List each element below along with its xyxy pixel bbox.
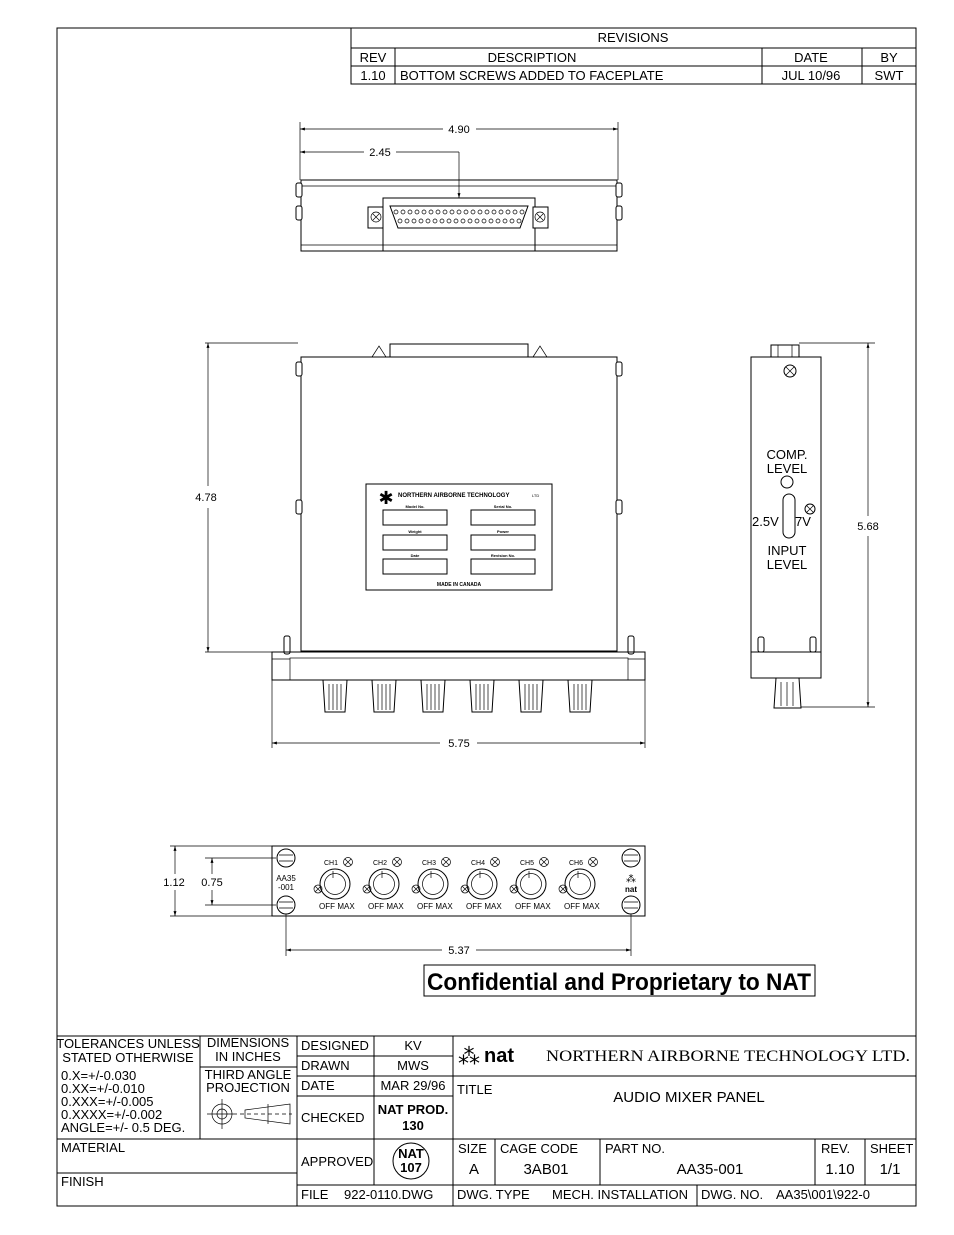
channel-max-label: MAX: [337, 902, 355, 911]
front-knob: [519, 680, 543, 712]
rev-value: 1.10: [825, 1161, 855, 1178]
tolerance-line: 0.X=+/-0.030: [61, 1068, 137, 1083]
designed-value: KV: [404, 1038, 422, 1053]
nameplate-field-label: Serial No.: [493, 504, 513, 509]
drawn-value: MWS: [397, 1058, 429, 1073]
dimensions-in-label: DIMENSIONS: [206, 1035, 290, 1050]
finish-label: FINISH: [61, 1174, 104, 1189]
connector-pin: [478, 210, 482, 214]
channel-max-label: MAX: [484, 902, 502, 911]
dim-side-height: 5.68: [857, 521, 879, 533]
connector-pin: [450, 210, 454, 214]
size-label: SIZE: [458, 1141, 487, 1156]
checked-label: CHECKED: [301, 1110, 365, 1125]
company-logo-icon: ⁂: [458, 1044, 480, 1069]
nameplate-field-label: Weight: [408, 529, 422, 534]
nameplate-logo-icon: ✱: [378, 488, 394, 508]
dwg-no-label: DWG. NO.: [701, 1187, 764, 1202]
connector-pin: [405, 219, 409, 223]
panel-screw-icon: [277, 849, 295, 867]
level-adjust-slot: [783, 494, 795, 538]
dim-front-width: 5.75: [448, 738, 470, 750]
connector-pin: [454, 219, 458, 223]
revision-description-cell: BOTTOM SCREWS ADDED TO FACEPLATE: [400, 68, 664, 83]
part-no-label: PART NO.: [605, 1141, 665, 1156]
channel-control: [363, 858, 404, 912]
nameplate-field-label: Model No.: [405, 504, 425, 509]
connector-pin: [489, 219, 493, 223]
connector-pin: [461, 219, 465, 223]
title-block: [56, 1035, 916, 1206]
dwg-no-value: AA35\001\922-0: [776, 1187, 870, 1202]
side-view: [751, 343, 879, 708]
connector-pin: [457, 210, 461, 214]
projection-label: THIRD ANGLE: [204, 1067, 292, 1082]
rev-column-header: REV: [359, 50, 387, 65]
channel-max-label: MAX: [582, 902, 600, 911]
input-label: INPUT: [767, 543, 807, 558]
channel-control: [510, 858, 551, 912]
nameplate-footer: MADE IN CANADA: [436, 582, 482, 588]
front-panel-view: [163, 846, 645, 957]
channel-control: [559, 858, 600, 912]
connector-pin: [447, 219, 451, 223]
channel-off-label: OFF: [564, 902, 580, 911]
dwg-type-label: DWG. TYPE: [457, 1187, 530, 1202]
cage-code-value: 3AB01: [523, 1161, 569, 1178]
panel-screw-icon: [622, 896, 640, 914]
connector-pin: [394, 210, 398, 214]
front-view: [195, 343, 645, 750]
channel-label: CH6: [568, 860, 584, 867]
channel-max-label: MAX: [435, 902, 453, 911]
input-level-label: LEVEL: [766, 557, 808, 572]
rev-label: REV.: [821, 1141, 851, 1156]
designed-label: DESIGNED: [301, 1038, 369, 1053]
channel-label: CH1: [323, 860, 339, 867]
connector-pin: [510, 219, 514, 223]
projection-label: PROJECTION: [206, 1080, 290, 1095]
channel-label: CH2: [372, 860, 388, 867]
panel-screw-icon: [622, 849, 640, 867]
confidential-notice: Confidential and Proprietary to NAT: [427, 969, 812, 996]
channel-label: CH3: [421, 860, 437, 867]
connector-pin: [433, 219, 437, 223]
level-left-value: 2.5V: [752, 514, 779, 529]
comp-level-label: LEVEL: [766, 461, 808, 476]
panel-part-line-1: AA35: [276, 874, 296, 883]
checked-value: 130: [402, 1118, 424, 1133]
date-column-header: DATE: [794, 50, 828, 65]
comp-label: COMP.: [766, 447, 808, 462]
sheet-label: SHEET: [870, 1141, 914, 1156]
nameplate-field-label: Power: [496, 529, 510, 534]
by-column-header: BY: [880, 50, 898, 65]
company-name: NORTHERN AIRBORNE TECHNOLOGY LTD.: [546, 1048, 910, 1065]
nameplate-company: NORTHERN AIRBORNE TECHNOLOGY: [398, 493, 510, 499]
size-value: A: [468, 1161, 480, 1178]
connector-pin: [506, 210, 510, 214]
dim-panel-width: 5.37: [448, 945, 470, 957]
part-no-value: AA35-001: [676, 1161, 744, 1178]
connector-pin: [496, 219, 500, 223]
revisions-heading: REVISIONS: [597, 30, 669, 45]
tolerances-heading: STATED OTHERWISE: [62, 1050, 194, 1065]
connector-pin: [520, 210, 524, 214]
dim-front-height: 4.78: [195, 492, 217, 504]
channel-max-label: MAX: [386, 902, 404, 911]
drawn-label: DRAWN: [301, 1058, 350, 1073]
tolerance-line: ANGLE=+/- 0.5 DEG.: [61, 1120, 186, 1135]
tolerance-line: 0.XXX=+/-0.005: [61, 1094, 154, 1109]
channel-control: [412, 858, 453, 912]
connector-pin: [475, 219, 479, 223]
tolerance-line: 0.XX=+/-0.010: [61, 1081, 145, 1096]
connector-pin: [503, 219, 507, 223]
front-knob: [421, 680, 445, 712]
connector-pin: [429, 210, 433, 214]
title-value: AUDIO MIXER PANEL: [613, 1089, 765, 1106]
tolerances-heading: TOLERANCES UNLESS: [56, 1036, 200, 1051]
connector-pin: [401, 210, 405, 214]
company-logo: nat: [484, 1045, 514, 1067]
approved-value: NAT: [398, 1146, 424, 1161]
date-label: DATE: [301, 1078, 335, 1093]
channel-label: CH5: [519, 860, 535, 867]
connector-pin: [440, 219, 444, 223]
material-label: MATERIAL: [61, 1140, 126, 1155]
level-right-value: 7V: [795, 514, 811, 529]
connector-pin: [436, 210, 440, 214]
description-column-header: DESCRIPTION: [487, 50, 577, 65]
front-knob: [372, 680, 396, 712]
channel-control: [461, 858, 502, 912]
approved-label: APPROVED: [301, 1154, 374, 1169]
sheet-value: 1/1: [879, 1161, 901, 1178]
dim-top-overall-width: 4.90: [448, 124, 470, 136]
connector-pin: [398, 219, 402, 223]
sheet-border: [57, 28, 916, 1206]
connector-pin: [412, 219, 416, 223]
channel-off-label: OFF: [319, 902, 335, 911]
date-value: MAR 29/96: [380, 1078, 446, 1093]
connector-pin: [471, 210, 475, 214]
channel-off-label: OFF: [368, 902, 384, 911]
cage-code-label: CAGE CODE: [500, 1141, 579, 1156]
channel-control: [314, 858, 355, 912]
connector-pin: [499, 210, 503, 214]
nameplate-field-label: Revision No.: [490, 553, 516, 558]
channel-off-label: OFF: [515, 902, 531, 911]
connector-pin: [422, 210, 426, 214]
channel-label: CH4: [470, 860, 486, 867]
connector-pin: [443, 210, 447, 214]
channel-off-label: OFF: [417, 902, 433, 911]
file-value: 922-0110.DWG: [344, 1187, 434, 1202]
connector-pin: [464, 210, 468, 214]
nameplate-field-label: Date: [410, 553, 420, 558]
connector-pin: [485, 210, 489, 214]
connector-pin: [408, 210, 412, 214]
checked-value: NAT PROD.: [377, 1102, 449, 1117]
connector-pin: [419, 219, 423, 223]
connector-pin: [468, 219, 472, 223]
connector-pin: [492, 210, 496, 214]
panel-logo-icon: ⁂: [626, 874, 636, 885]
revisions-block: [351, 28, 916, 84]
third-angle-projection-icon: [207, 1099, 292, 1129]
comp-indicator-icon: [781, 476, 793, 488]
dim-panel-height: 1.12: [163, 877, 185, 889]
dimensions-in-label: IN INCHES: [215, 1049, 281, 1064]
approved-value: 107: [400, 1160, 422, 1175]
front-knob: [470, 680, 494, 712]
connector-pin: [517, 219, 521, 223]
revision-rev-cell: 1.10: [360, 68, 386, 83]
front-knob: [323, 680, 347, 712]
tolerance-line: 0.XXXX=+/-0.002: [61, 1107, 163, 1122]
top-view: [296, 122, 622, 251]
dwg-type-value: MECH. INSTALLATION: [552, 1187, 689, 1202]
panel-screw-icon: [277, 896, 295, 914]
connector-pin: [482, 219, 486, 223]
connector-pin: [415, 210, 419, 214]
dim-panel-hole-spacing: 0.75: [201, 877, 223, 889]
file-label: FILE: [301, 1187, 329, 1202]
connector-pin: [513, 210, 517, 214]
front-knob: [568, 680, 592, 712]
revision-by-cell: SWT: [874, 68, 904, 83]
panel-logo: nat: [625, 885, 637, 894]
title-label: TITLE: [457, 1082, 493, 1097]
dim-top-center: 2.45: [369, 147, 391, 159]
panel-part-line-2: -001: [277, 883, 295, 892]
connector-pin: [426, 219, 430, 223]
nameplate-company-suffix: LTD: [532, 493, 540, 498]
channel-max-label: MAX: [533, 902, 551, 911]
channel-off-label: OFF: [466, 902, 482, 911]
revision-date-cell: JUL 10/96: [781, 68, 841, 83]
